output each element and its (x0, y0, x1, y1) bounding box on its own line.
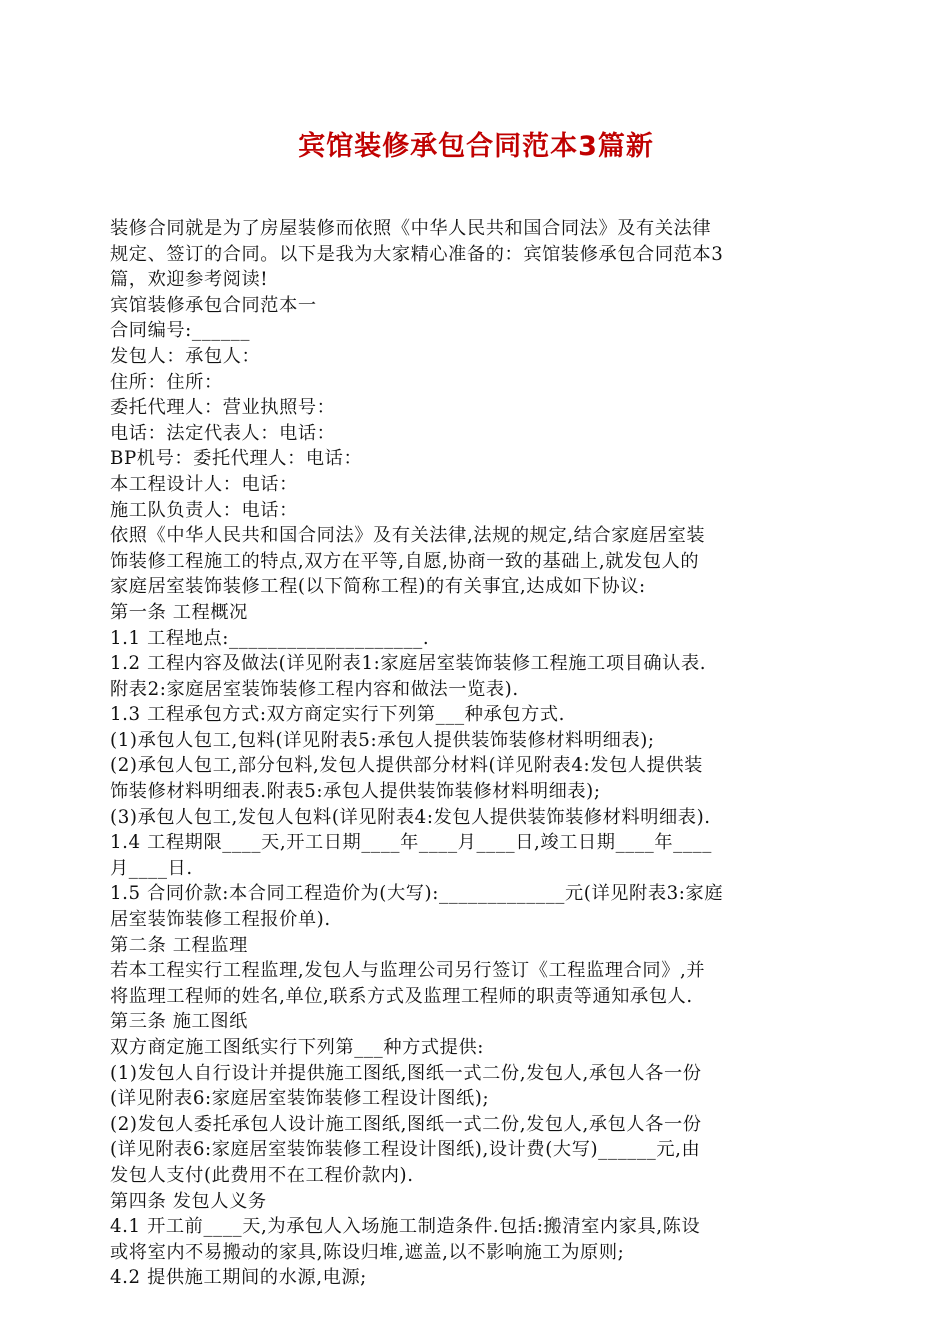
body-text-line: (详见附表6:家庭居室装饰装修工程设计图纸),设计费(大写)______元,由 (110, 1139, 701, 1161)
body-text-line: 电话：法定代表人：电话： (110, 422, 336, 444)
body-text-line: 发包人支付(此费用不在工程价款内). (110, 1164, 414, 1186)
body-text-line: 依照《中华人民共和国合同法》及有关法律,法规的规定,结合家庭居室装 (110, 525, 706, 547)
body-text-line: 双方商定施工图纸实行下列第___种方式提供: (110, 1037, 484, 1058)
body-text-line: 第二条 工程监理 (110, 934, 248, 956)
body-text-line: 1.1 工程地点:____________________. (110, 627, 430, 649)
body-text-line: 若本工程实行工程监理,发包人与监理公司另行签订《工程监理合同》,并 (110, 960, 706, 982)
body-text-line: 第三条 施工图纸 (110, 1011, 248, 1033)
body-text-line: 合同编号:______ (110, 320, 251, 342)
body-text-line: (2)承包人包工,部分包料,发包人提供部分材料(详见附表4:发包人提供装 (110, 755, 703, 777)
body-text-line: (2)发包人委托承包人设计施工图纸,图纸一式二份,发包人,承包人各一份 (110, 1113, 702, 1135)
body-text-line: 规定、签订的合同。以下是我为大家精心准备的：宾馆装修承包合同范本3 (110, 243, 724, 265)
body-text-line: (详见附表6:家庭居室装饰装修工程设计图纸); (110, 1088, 490, 1110)
document-page (110, 118, 842, 1291)
body-text-line: 篇，欢迎参考阅读! (110, 269, 269, 291)
body-text-line: 施工队负责人：电话： (110, 499, 298, 521)
document-title: 宾馆装修承包合同范本3篇新 (298, 131, 654, 162)
body-text-line: 发包人：承包人： (110, 345, 261, 367)
body-text-line: 宾馆装修承包合同范本一 (110, 294, 317, 316)
body-text-line: 饰装修材料明细表.附表5:承包人提供装饰装修材料明细表); (110, 781, 601, 803)
body-text-line: 家庭居室装饰装修工程(以下简称工程)的有关事宜,达成如下协议: (110, 576, 646, 598)
body-text-line: 第四条 发包人义务 (110, 1190, 267, 1212)
body-text-line: 将监理工程师的姓名,单位,联系方式及监理工程师的职责等通知承包人. (110, 985, 693, 1007)
body-text-line: 4.1 开工前____天,为承包人入场施工制造条件.包括:搬清室内家具,陈设 (110, 1216, 701, 1238)
body-text-line: 1.3 工程承包方式:双方商定实行下列第___种承包方式. (110, 704, 566, 726)
body-text-line: 1.4 工程期限____天,开工日期____年____月____日,竣工日期____年____ (110, 832, 712, 854)
body-text-line: 附表2:家庭居室装饰装修工程内容和做法一览表). (110, 678, 519, 700)
body-text-line: 1.5 合同价款:本合同工程造价为(大写):_____________元(详见附表3:家庭 (110, 883, 724, 905)
body-text-line: 委托代理人：营业执照号： (110, 397, 336, 419)
body-text-line: 月____日. (110, 857, 193, 879)
body-text-line: 本工程设计人：电话： (110, 473, 298, 495)
body-text-line: 居室装饰装修工程报价单). (110, 909, 331, 931)
body-text-line: 或将室内不易搬动的家具,陈设归堆,遮盖,以不影响施工为原则; (110, 1241, 625, 1263)
document-body (110, 216, 842, 1291)
body-text-line: (3)承包人包工,发包人包料(详见附表4:发包人提供装饰装修材料明细表). (110, 806, 711, 828)
body-text-line: 第一条 工程概况 (110, 601, 248, 623)
body-text-line: (1)承包人包工,包料(详见附表5:承包人提供装饰装修材料明细表); (110, 729, 655, 751)
body-text-line: (1)发包人自行设计并提供施工图纸,图纸一式二份,发包人,承包人各一份 (110, 1062, 702, 1084)
body-text-line: BP机号：委托代理人：电话： (110, 448, 363, 470)
body-text-line: 装修合同就是为了房屋装修而依照《中华人民共和国合同法》及有关法律 (110, 218, 712, 239)
body-text-line: 饰装修工程施工的特点,双方在平等,自愿,协商一致的基础上,就发包人的 (110, 550, 700, 572)
body-text-line: 4.2 提供施工期间的水源,电源; (110, 1267, 367, 1289)
body-text-line: 1.2 工程内容及做法(详见附表1:家庭居室装饰装修工程施工项目确认表. (110, 653, 707, 675)
body-text-line: 住所：住所： (110, 371, 223, 393)
